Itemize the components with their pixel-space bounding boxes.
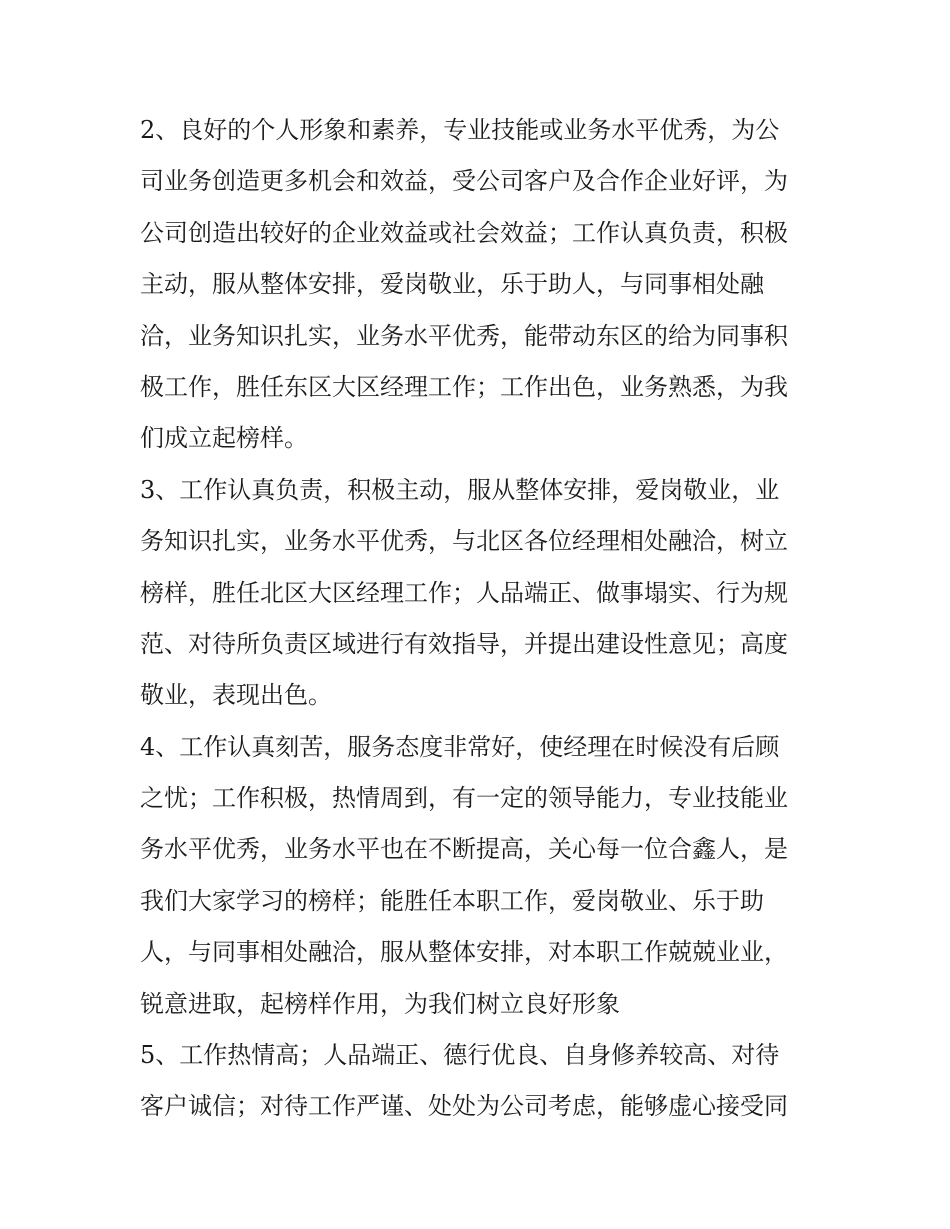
- text-line: 敬业，表现出色。: [140, 681, 332, 710]
- text-line: 榜样，胜任北区大区经理工作；人品端正、做事塌实、行为规: [140, 578, 788, 607]
- text-line: 客户诚信；对待工作严谨、处处为公司考虑，能够虚心接受同: [140, 1092, 788, 1121]
- text-line: 我们大家学习的榜样；能胜任本职工作，爱岗敬业、乐于助: [140, 886, 764, 915]
- text-line: 5、工作热情高；人品端正、德行优良、自身修养较高、对待: [140, 1041, 780, 1070]
- text-line: 主动，服从整体安排，爱岗敬业，乐于助人，与同事相处融: [140, 270, 764, 299]
- text-line: 公司创造出较好的企业效益或社会效益；工作认真负责，积极: [140, 218, 788, 247]
- text-line: 务知识扎实，业务水平优秀，与北区各位经理相处融洽，树立: [140, 527, 788, 556]
- text-line: 洽，业务知识扎实，业务水平优秀，能带动东区的给为同事积: [140, 321, 788, 350]
- text-line: 2、良好的个人形象和素养，专业技能或业务水平优秀，为公: [140, 116, 780, 144]
- text-line: 锐意进取，起榜样作用，为我们树立良好形象: [140, 989, 620, 1018]
- text-line: 们成立起榜样。: [140, 424, 308, 453]
- text-line: 司业务创造更多机会和效益，受公司客户及合作企业好评，为: [140, 167, 788, 196]
- text-line: 4、工作认真刻苦，服务态度非常好，使经理在时候没有后顾: [140, 732, 780, 761]
- text-line: 极工作，胜任东区大区经理工作；工作出色，业务熟悉，为我: [140, 372, 788, 401]
- text-line: 3、工作认真负责，积极主动，服从整体安排，爱岗敬业，业: [140, 475, 780, 504]
- text-line: 务水平优秀，业务水平也在不断提高，关心每一位合鑫人，是: [140, 835, 788, 864]
- text-line: 范、对待所负责区域进行有效指导，并提出建设性意见；高度: [140, 629, 788, 658]
- document-page: [140, 105, 812, 1133]
- text-line: 人，与同事相处融洽，服从整体安排，对本职工作兢兢业业，: [140, 938, 788, 967]
- text-line: 之忧；工作积极，热情周到，有一定的领导能力，专业技能业: [140, 784, 788, 813]
